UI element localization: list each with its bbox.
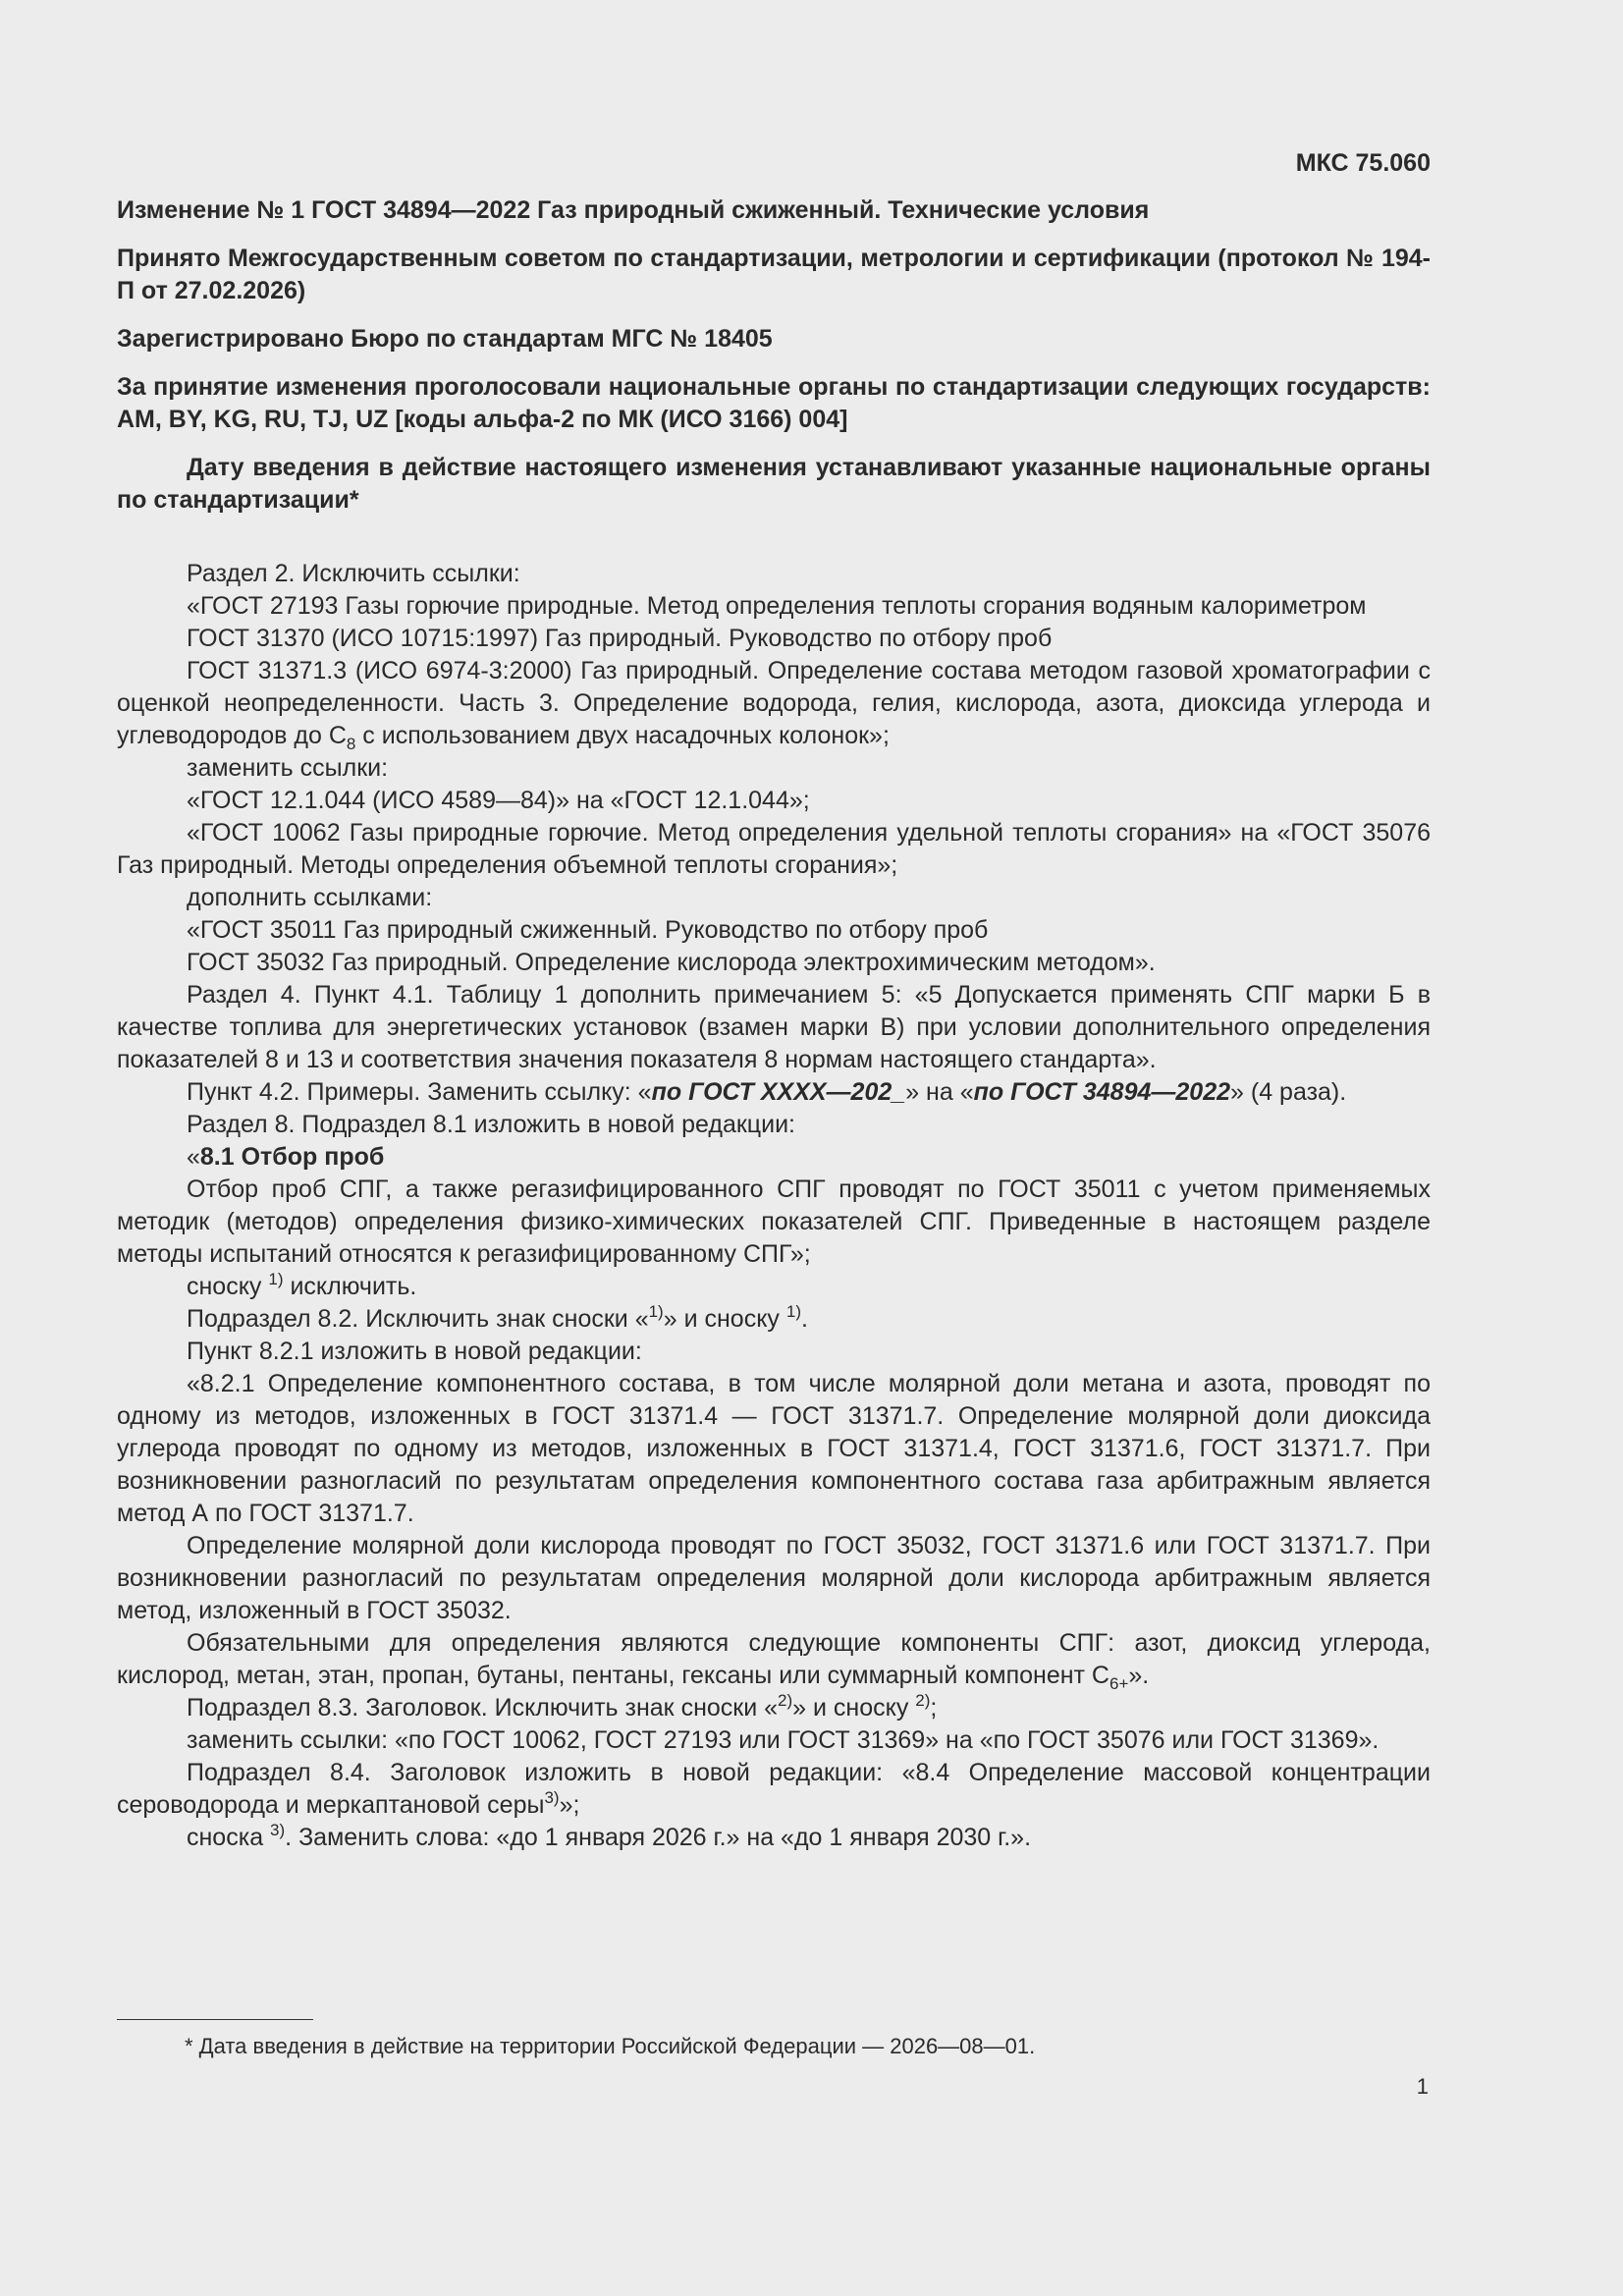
accepted-statement: Принято Межгосударственным советом по стандартизации, метрологии и сертификации (протокол № 194-П от 27.02.2026) — [117, 245, 1431, 304]
paragraph: «ГОСТ 12.1.044 (ИСО 4589—84)» на «ГОСТ 12.1.044»; — [187, 787, 810, 814]
paragraph: дополнить ссылками: — [187, 884, 433, 911]
footnote: * Дата введения в действие на территории Российской Федерации — 2026—08—01. — [185, 2034, 1036, 2058]
paragraph: Раздел 4. Пункт 4.1. Таблицу 1 дополнить примечанием 5: «5 Допускается применять СПГ марки Б в качестве топлива для энергетических установок (взамен марки В) при условии дополнительного определения показателей 8 и 13 и соответствия значения показателя 8 нормам настоящего стандарта». — [117, 981, 1431, 1073]
paragraph: заменить ссылки: «по ГОСТ 10062, ГОСТ 27193 или ГОСТ 31369» на «по ГОСТ 35076 или ГОСТ 31369». — [187, 1726, 1380, 1754]
document-title: Изменение № 1 ГОСТ 34894—2022 Газ природный сжиженный. Технические условия — [117, 196, 1150, 224]
paragraph: ГОСТ 35032 Газ природный. Определение кислорода электрохимическим методом». — [187, 949, 1156, 976]
paragraph: Пункт 4.2. Примеры. Заменить ссылку: «по ГОСТ ХХХХ—202_» на «по ГОСТ 34894—2022» (4 раза). — [187, 1078, 1347, 1106]
effective-date-statement: Дату введения в действие настоящего изменения устанавливают указанные национальные органы по стандартизации* — [117, 454, 1431, 514]
footnote-separator — [117, 2019, 313, 2020]
mks-code: МКС 75.060 — [1295, 149, 1431, 177]
paragraph: ГОСТ 31371.3 (ИСО 6974-3:2000) Газ природный. Определение состава методом газовой хроматографии с оценкой неопределенности. Часть 3. Определение водорода, гелия, кислорода, азота, диоксида углерода и углеводородов до $С_8$ с использованием двух насадочных колонок»; — [117, 657, 1431, 753]
paragraph: сноска $^{3)}$. Заменить слова: «до 1 января 2026 г.» на «до 1 января 2030 г.». — [187, 1820, 1032, 1851]
page-number: 1 — [1416, 2074, 1429, 2099]
paragraph: Отбор проб СПГ, а также регазифицированного СПГ проводят по ГОСТ 35011 с учетом применяемых методик (методов) определения физико-химических показателей СПГ. Приведенные в настоящем разделе методы испытаний относятся к регазифицированному СПГ»; — [117, 1175, 1431, 1268]
section-heading: «8.1 Отбор проб — [187, 1143, 385, 1171]
paragraph: Раздел 2. Исключить ссылки: — [187, 560, 520, 587]
voting-statement: За принятие изменения проголосовали национальные органы по стандартизации следующих государств: AM, BY, KG, RU, TJ, UZ [коды альфа-2 по МК (ИСО 3166) 004] — [117, 373, 1431, 433]
paragraph: «ГОСТ 10062 Газы природные горючие. Метод определения удельной теплоты сгорания» на «ГОСТ 35076 Газ природный. Методы определения объемной теплоты сгорания»; — [117, 819, 1431, 879]
paragraph: сноску $^{1)}$ исключить. — [187, 1269, 417, 1300]
paragraph: ГОСТ 31370 (ИСО 10715:1997) Газ природный. Руководство по отбору проб — [187, 625, 1053, 652]
registration-statement: Зарегистрировано Бюро по стандартам МГС № 18405 — [117, 325, 773, 353]
paragraph: Подраздел 8.2. Исключить знак сноски «$^{1)}$» и сноску $^{1)}$. — [187, 1301, 808, 1333]
paragraph: «ГОСТ 27193 Газы горючие природные. Метод определения теплоты сгорания водяным калориметром — [187, 592, 1367, 620]
paragraph: заменить ссылки: — [187, 754, 389, 782]
paragraph: «ГОСТ 35011 Газ природный сжиженный. Руководство по отбору проб — [187, 916, 989, 944]
paragraph: Подраздел 8.4. Заголовок изложить в новой редакции: «8.4 Определение массовой концентрации сероводорода и меркаптановой серы$^{3)}$»; — [117, 1759, 1431, 1819]
paragraph: Пункт 8.2.1 изложить в новой редакции: — [187, 1338, 642, 1365]
paragraph: «8.2.1 Определение компонентного состава, в том числе молярной доли метана и азота, проводят по одному из методов, изложенных в ГОСТ 31371.4 — ГОСТ 31371.7. Определение молярной доли диоксида углерода проводят по одному из методов, изложенных в ГОСТ 31371.4, ГОСТ 31371.6, ГОСТ 31371.7. При возникновении разногласий по результатам определения компонентного состава газа арбитражным является метод А по ГОСТ 31371.7. — [117, 1370, 1431, 1527]
paragraph: Подраздел 8.3. Заголовок. Исключить знак сноски «$^{2)}$» и сноску $^{2)}$; — [187, 1690, 938, 1722]
paragraph: Раздел 8. Подраздел 8.1 изложить в новой редакции: — [187, 1111, 795, 1138]
paragraph: Определение молярной доли кислорода проводят по ГОСТ 35032, ГОСТ 31371.6 или ГОСТ 31371.7. При возникновении разногласий по результатам определения молярной доли кислорода арбитражным является метод, изложенный в ГОСТ 35032. — [117, 1532, 1431, 1624]
document-content — [117, 147, 1431, 1854]
amendment-body — [117, 558, 1431, 1854]
paragraph: Обязательными для определения являются следующие компоненты СПГ: азот, диоксид углерода, кислород, метан, этан, пропан, бутаны, пентаны, гексаны или суммарный компонент $С_{6+}$». — [117, 1629, 1431, 1693]
